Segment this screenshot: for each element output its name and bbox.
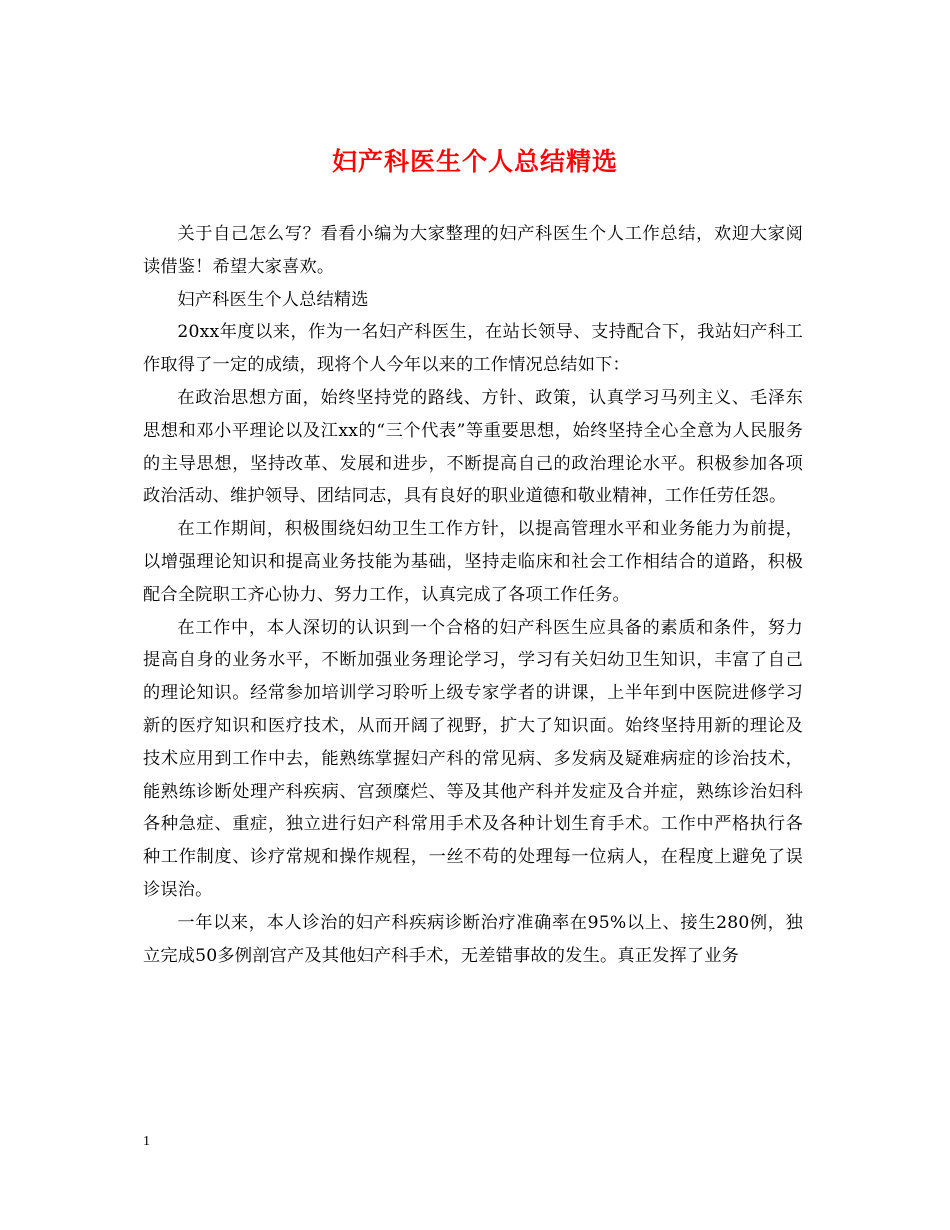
- paragraph-intro: 关于自己怎么写？看看小编为大家整理的妇产科医生个人工作总结，欢迎大家阅读借鉴！希望大家喜欢。: [143, 224, 803, 277]
- paragraph-overview: 20xx年度以来，作为一名妇产科医生，在站长领导、支持配合下，我站妇产科工作取得了一定的成绩，现将个人今年以来的工作情况总结如下：: [143, 322, 803, 376]
- paragraph-achievements: 一年以来，本人诊治的妇产科疾病诊断治疗准确率在95%以上、接生280例，独立完成50多例剖宫产及其他妇产科手术，无差错事故的发生。真正发挥了业务: [143, 912, 803, 966]
- paragraph-subtitle: 妇产科医生个人总结精选: [177, 289, 369, 310]
- paragraph-work-detail: 在工作中，本人深切的认识到一个合格的妇产科医生应具备的素质和条件，努力提高自身的业务水平，不断加强业务理论学习，学习有关妇幼卫生知识，丰富了自己的理论知识。经常参加培训学习聆听上级专家学者的讲课，上半年到中医院进修学习新的医疗知识和医疗技术，从而开阔了视野，扩大了知识面。始终坚持用新的理论及技术应用到工作中去，能熟练掌握妇产科的常见病、多发病及疑难病症的诊治技术，能熟练诊断处理产科疾病、宫颈糜烂、等及其他产科并发症及合并症，熟练诊治妇科各种急症、重症，独立进行妇产科常用手术及各种计划生育手术。工作中严格执行各种工作制度、诊疗常规和操作规程，一丝不苟的处理每一位病人，在程度上避免了误诊误治。: [143, 617, 803, 900]
- page-title: 妇产科医生个人总结精选: [331, 147, 618, 176]
- document-body: [143, 218, 803, 972]
- page-number: 1: [143, 1134, 150, 1149]
- paragraph-work-period: 在工作期间，积极围绕妇幼卫生工作方针，以提高管理水平和业务能力为前提，以增强理论知识和提高业务技能为基础，坚持走临床和社会工作相结合的道路，积极配合全院职工齐心协力、努力工作，认真完成了各项工作任务。: [143, 519, 803, 605]
- paragraph-political: 在政治思想方面，始终坚持党的路线、方针、政策，认真学习马列主义、毛泽东思想和邓小平理论以及江xx的“三个代表”等重要思想，始终坚持全心全意为人民服务的主导思想，坚持改革、发展和进步，不断提高自己的政治理论水平。积极参加各项政治活动、维护领导、团结同志，具有良好的职业道德和敬业精神，工作任劳任怨。: [143, 387, 803, 507]
